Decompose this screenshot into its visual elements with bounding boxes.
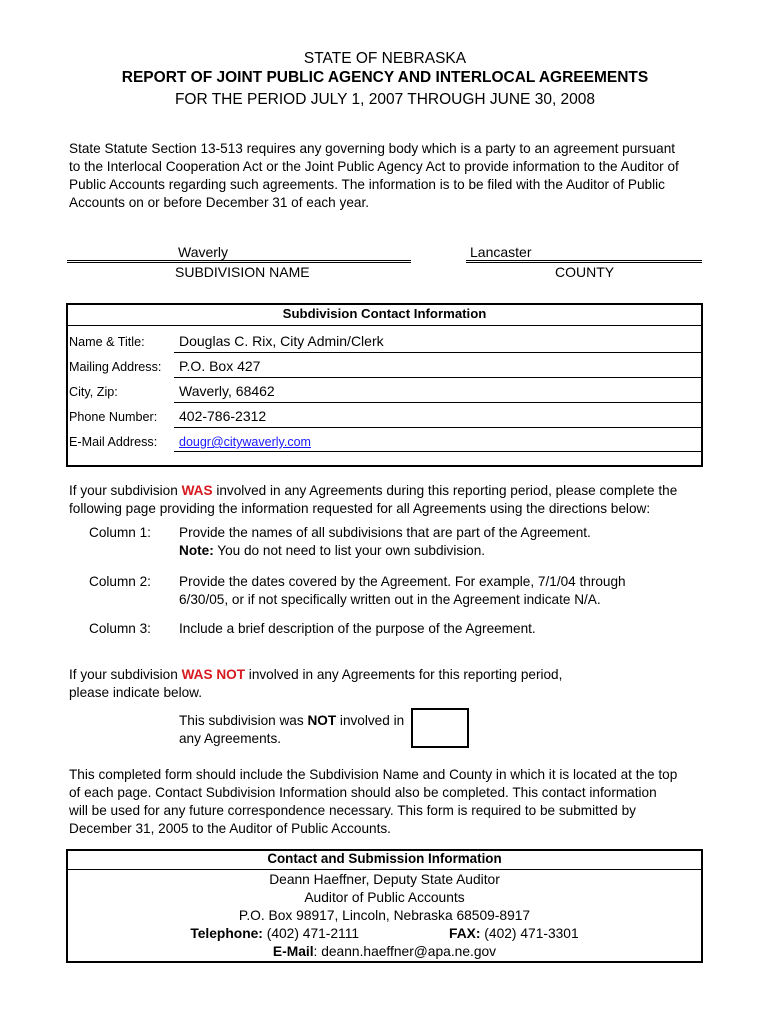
contact-title-divider bbox=[67, 325, 702, 326]
subdivision-name-label: SUBDIVISION NAME bbox=[175, 264, 310, 280]
was-highlight: WAS bbox=[181, 483, 213, 498]
not-involved-checkbox[interactable] bbox=[411, 708, 469, 748]
contact-info-box bbox=[66, 303, 703, 467]
header-title: REPORT OF JOINT PUBLIC AGENCY AND INTERLOCAL AGREEMENTS bbox=[121, 69, 649, 86]
contact-row-rule bbox=[174, 402, 702, 403]
column-1-text: Provide the names of all subdivisions that are part of the Agreement. Note: You do not need to list your own subdivision. bbox=[179, 525, 591, 558]
contact-email-label: E-Mail Address: bbox=[69, 435, 158, 449]
column-3-text: Include a brief description of the purpose of the Agreement. bbox=[179, 621, 536, 636]
not-involved-statement: This subdivision was NOT involved in any Agreements. bbox=[179, 713, 405, 746]
contact-name-label: Name & Title: bbox=[69, 335, 145, 349]
note-bold: Note: bbox=[179, 543, 214, 558]
contact-row-rule bbox=[174, 352, 702, 353]
subdivision-name-value[interactable]: Waverly bbox=[178, 244, 229, 260]
intro-line: Accounts on or before December 31 of each year. bbox=[69, 195, 369, 210]
submission-contact-name: Deann Haeffner, Deputy State Auditor bbox=[269, 872, 500, 887]
submission-office: Auditor of Public Accounts bbox=[304, 890, 465, 905]
contact-row-rule bbox=[174, 427, 702, 428]
was-not-paragraph: If your subdivision WAS NOT involved in any Agreements for this reporting period, please indicate below. bbox=[69, 667, 563, 700]
header-state: STATE OF NEBRASKA bbox=[303, 50, 467, 67]
submission-title: Contact and Submission Information bbox=[267, 851, 502, 866]
was-paragraph: If your subdivision WAS involved in any Agreements during this reporting period, please complete the following page providing the information requested for all Agreements using the directions below: bbox=[69, 483, 678, 516]
was-not-highlight: WAS NOT bbox=[181, 667, 246, 682]
submission-email: E-Mail: deann.haeffner@apa.ne.gov bbox=[272, 944, 497, 959]
subdivision-name-underline bbox=[67, 260, 411, 263]
intro-line: State Statute Section 13-513 requires any governing body which is a party to an agreement pursuant bbox=[69, 141, 676, 156]
header-period: FOR THE PERIOD JULY 1, 2007 THROUGH JUNE 30, 2008 bbox=[174, 91, 596, 108]
contact-phone-label: Phone Number: bbox=[69, 410, 158, 424]
submission-details bbox=[66, 871, 703, 961]
column-2-text: Provide the dates covered by the Agreement. For example, 7/1/04 through 6/30/05, or if not specifically written out in the Agreement indicate N/A. bbox=[179, 574, 626, 607]
contact-row-rule bbox=[174, 377, 702, 378]
contact-mailing-label: Mailing Address: bbox=[69, 360, 162, 374]
column-1-label: Column 1: bbox=[89, 525, 151, 540]
contact-info-title: Subdivision Contact Information bbox=[282, 306, 487, 321]
contact-phone-value[interactable]: 402-786-2312 bbox=[179, 408, 267, 424]
intro-line: to the Interlocal Cooperation Act or the Joint Public Agency Act to provide information to the Auditor of bbox=[69, 159, 679, 174]
county-label: COUNTY bbox=[555, 264, 615, 280]
column-2-label: Column 2: bbox=[89, 574, 151, 589]
contact-mailing-value[interactable]: P.O. Box 427 bbox=[179, 358, 261, 374]
contact-email-link[interactable]: dougr@citywaverly.com bbox=[179, 435, 311, 449]
contact-city-label: City, Zip: bbox=[69, 385, 118, 399]
completion-paragraph: This completed form should include the Subdivision Name and County in which it is located at the top of each page. Contact Subdivision Information should also be completed. This contact information will be used for any future correspondence necessary. This form is required to be submitted by December 31, 2005 to the Auditor of Public Accounts. bbox=[69, 767, 678, 836]
submission-address: P.O. Box 98917, Lincoln, Nebraska 68509-8917 bbox=[238, 908, 531, 923]
county-value[interactable]: Lancaster bbox=[470, 244, 532, 260]
county-underline bbox=[466, 260, 702, 263]
column-3-label: Column 3: bbox=[89, 621, 151, 636]
submission-phone-fax: Telephone: (402) 471-2111 FAX: (402) 471-3301 bbox=[190, 926, 579, 941]
intro-paragraph bbox=[69, 140, 729, 212]
contact-name-value[interactable]: Douglas C. Rix, City Admin/Clerk bbox=[179, 333, 384, 349]
contact-city-value[interactable]: Waverly, 68462 bbox=[179, 383, 275, 399]
intro-line: Public Accounts regarding such agreements. The information is to be filed with the Auditor of Public bbox=[69, 177, 665, 192]
submission-title-divider bbox=[67, 869, 702, 870]
contact-row-rule bbox=[174, 451, 702, 452]
